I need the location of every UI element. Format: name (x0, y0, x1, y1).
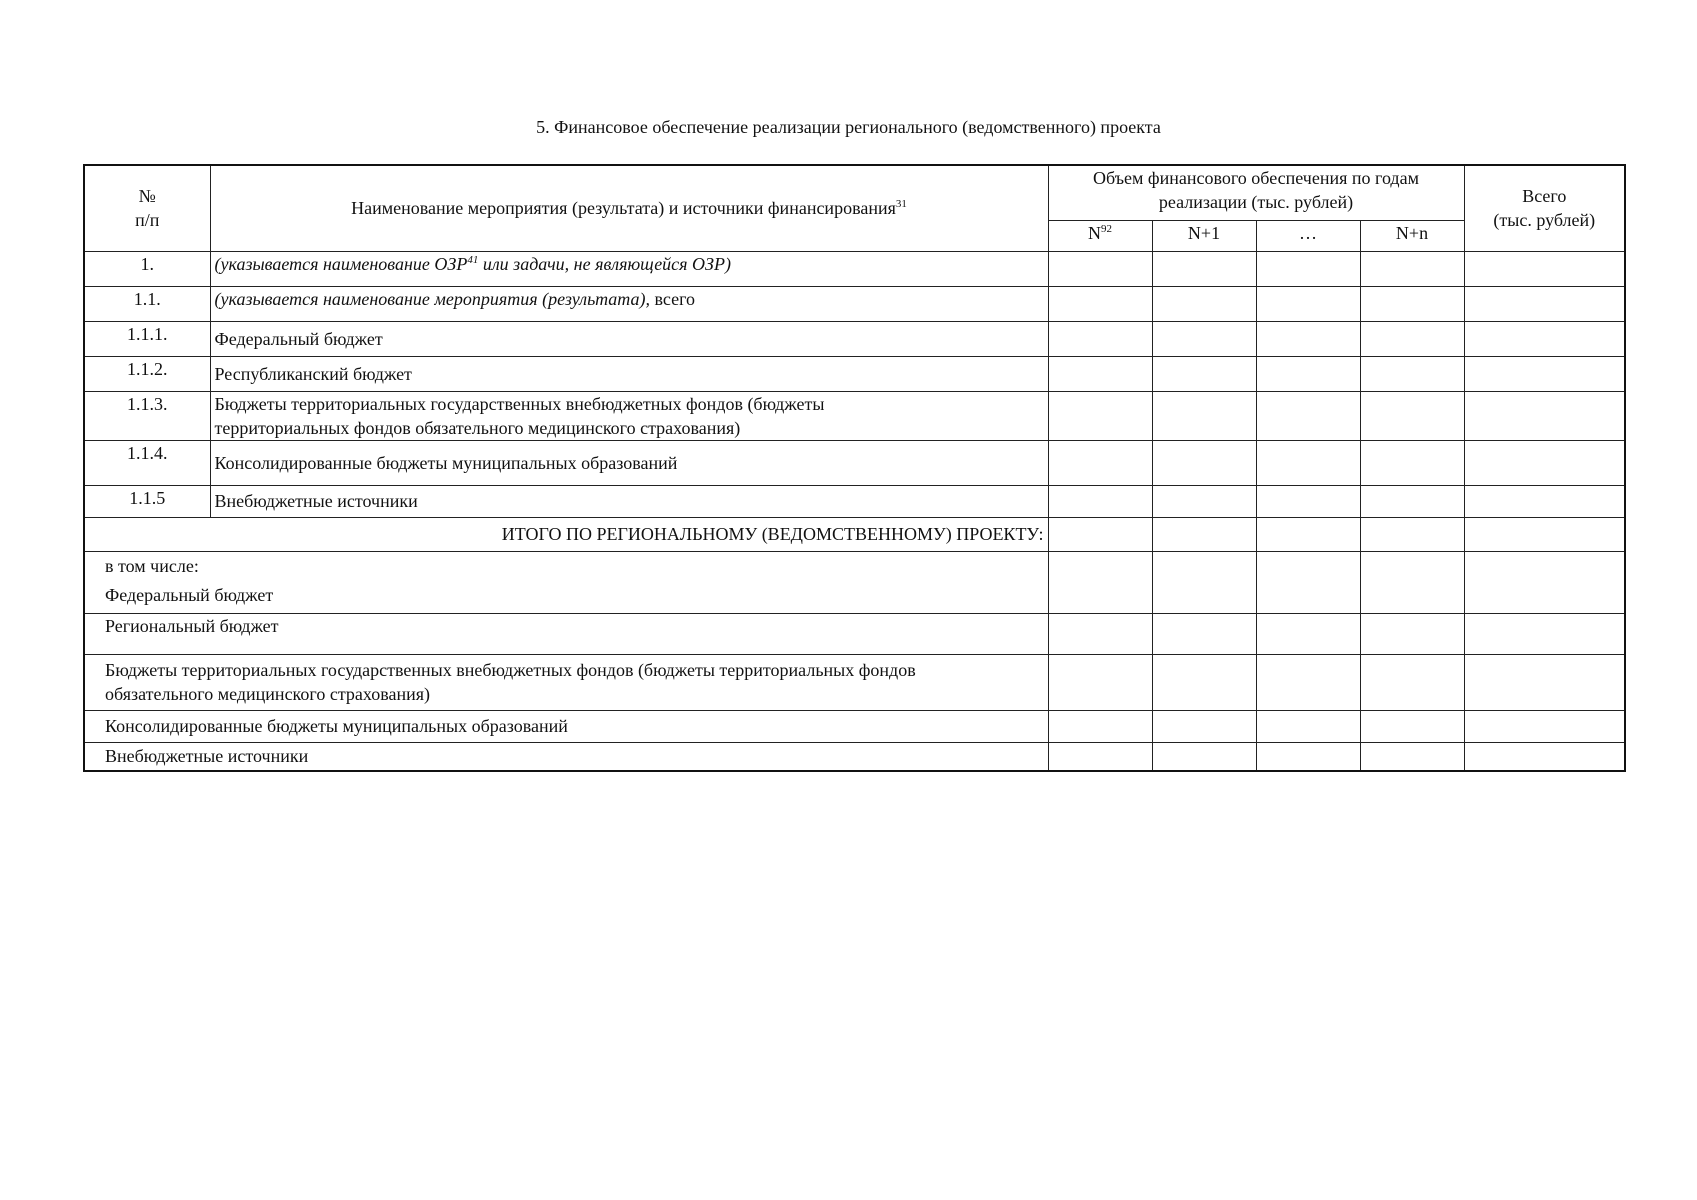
cell-total (1464, 613, 1625, 654)
cell-ellipsis (1256, 485, 1360, 517)
header-total: Всего (тыс. рублей) (1464, 165, 1625, 251)
financing-table (83, 164, 1626, 772)
row-num: 1.1. (84, 286, 210, 321)
cell-n1 (1152, 356, 1256, 391)
cell-n1 (1152, 286, 1256, 321)
header-name-footnote: 31 (895, 198, 907, 211)
cell-nn (1360, 710, 1464, 742)
row-num: 1.1.5 (84, 485, 210, 517)
cell-n1 (1152, 654, 1256, 710)
summary-row (84, 654, 1625, 710)
header-volume: Объем финансового обеспечения по годам реализации (тыс. рублей) (1048, 165, 1464, 220)
cell-total (1464, 391, 1625, 440)
row-num: 1.1.2. (84, 356, 210, 391)
cell-total (1464, 654, 1625, 710)
row-name (210, 251, 1048, 286)
cell-ellipsis (1256, 551, 1360, 613)
table-row (84, 485, 1625, 517)
summary-row (84, 613, 1625, 654)
row-name: Бюджеты территориальных государственных внебюджетных фондов (бюджеты территориальных фондов обязательного медицинского страхования) (210, 391, 1048, 440)
table-row (84, 286, 1625, 321)
row-name (210, 286, 1048, 321)
cell-total (1464, 485, 1625, 517)
summary-federal (84, 551, 1048, 613)
cell-nn (1360, 356, 1464, 391)
cell-nn (1360, 251, 1464, 286)
cell-n (1048, 356, 1152, 391)
row-num: 1.1.4. (84, 440, 210, 485)
cell-n (1048, 440, 1152, 485)
cell-total (1464, 710, 1625, 742)
cell-n (1048, 742, 1152, 771)
cell-ellipsis (1256, 710, 1360, 742)
summary-funds: Бюджеты территориальных государственных внебюджетных фондов (бюджеты территориальных фондов обязательного медицинского страхования) (84, 654, 1048, 710)
cell-nn (1360, 391, 1464, 440)
summary-offbudget: Внебюджетные источники (84, 742, 1048, 771)
table-row (84, 440, 1625, 485)
cell-n (1048, 710, 1152, 742)
row-num: 1.1.3. (84, 391, 210, 440)
cell-ellipsis (1256, 391, 1360, 440)
header-year-n1: N+1 (1152, 220, 1256, 251)
summary-row (84, 710, 1625, 742)
header-year-n-label: N (1088, 222, 1101, 243)
cell-n1 (1152, 485, 1256, 517)
header-name (210, 165, 1048, 251)
page-title: 5. Финансовое обеспечение реализации регионального (ведомственного) проекта (536, 117, 1161, 137)
table-row (84, 391, 1625, 440)
row-name-rest: всего (650, 288, 696, 309)
cell-n (1048, 485, 1152, 517)
cell-nn (1360, 654, 1464, 710)
summary-regional: Региональный бюджет (84, 613, 1048, 654)
row-name-part2: или задачи, не являющейся ОЗР) (478, 253, 731, 274)
cell-n1 (1152, 551, 1256, 613)
cell-nn (1360, 440, 1464, 485)
cell-nn (1360, 321, 1464, 356)
row-name: Республиканский бюджет (210, 356, 1048, 391)
cell-nn (1360, 551, 1464, 613)
cell-ellipsis (1256, 742, 1360, 771)
cell-n (1048, 391, 1152, 440)
header-year-n (1048, 220, 1152, 251)
header-name-text: Наименование мероприятия (результата) и источники финансирования (351, 198, 896, 219)
row-num: 1. (84, 251, 210, 286)
cell-total (1464, 286, 1625, 321)
header-year-ellipsis: … (1256, 220, 1360, 251)
table-row (84, 321, 1625, 356)
header-num: № п/п (84, 165, 210, 251)
table-row (84, 356, 1625, 391)
row-name-italic: (указывается наименование мероприятия (результата), (214, 288, 651, 309)
cell-total (1464, 742, 1625, 771)
summary-including-label: в том числе: (105, 555, 199, 576)
row-name-footnote: 41 (467, 253, 479, 266)
cell-nn (1360, 517, 1464, 551)
cell-n1 (1152, 613, 1256, 654)
table-row (84, 251, 1625, 286)
cell-n1 (1152, 391, 1256, 440)
cell-n (1048, 251, 1152, 286)
cell-nn (1360, 485, 1464, 517)
row-name-part1: (указывается наименование ОЗР (214, 253, 468, 274)
row-name: Консолидированные бюджеты муниципальных образований (210, 440, 1048, 485)
cell-n (1048, 551, 1152, 613)
cell-ellipsis (1256, 321, 1360, 356)
cell-nn (1360, 286, 1464, 321)
total-row-label: ИТОГО ПО РЕГИОНАЛЬНОМУ (ВЕДОМСТВЕННОМУ) ПРОЕКТУ: (84, 517, 1048, 551)
cell-n1 (1152, 440, 1256, 485)
cell-total (1464, 251, 1625, 286)
cell-n (1048, 517, 1152, 551)
cell-n1 (1152, 742, 1256, 771)
header-year-n-footnote: 92 (1101, 222, 1112, 235)
cell-ellipsis (1256, 286, 1360, 321)
summary-row (84, 742, 1625, 771)
cell-total (1464, 551, 1625, 613)
cell-ellipsis (1256, 440, 1360, 485)
cell-ellipsis (1256, 251, 1360, 286)
summary-federal-label: Федеральный бюджет (105, 584, 274, 605)
row-name: Федеральный бюджет (210, 321, 1048, 356)
cell-total (1464, 440, 1625, 485)
cell-ellipsis (1256, 517, 1360, 551)
cell-total (1464, 517, 1625, 551)
cell-n1 (1152, 251, 1256, 286)
header-year-nn: N+n (1360, 220, 1464, 251)
cell-total (1464, 321, 1625, 356)
cell-n (1048, 321, 1152, 356)
cell-n1 (1152, 321, 1256, 356)
cell-n (1048, 286, 1152, 321)
total-row (84, 517, 1625, 551)
cell-n1 (1152, 710, 1256, 742)
cell-total (1464, 356, 1625, 391)
cell-ellipsis (1256, 613, 1360, 654)
cell-n (1048, 654, 1152, 710)
cell-ellipsis (1256, 654, 1360, 710)
row-name: Внебюджетные источники (210, 485, 1048, 517)
cell-nn (1360, 742, 1464, 771)
cell-ellipsis (1256, 356, 1360, 391)
summary-municipal: Консолидированные бюджеты муниципальных образований (84, 710, 1048, 742)
cell-n1 (1152, 517, 1256, 551)
cell-nn (1360, 613, 1464, 654)
cell-n (1048, 613, 1152, 654)
summary-row (84, 551, 1625, 613)
row-num: 1.1.1. (84, 321, 210, 356)
